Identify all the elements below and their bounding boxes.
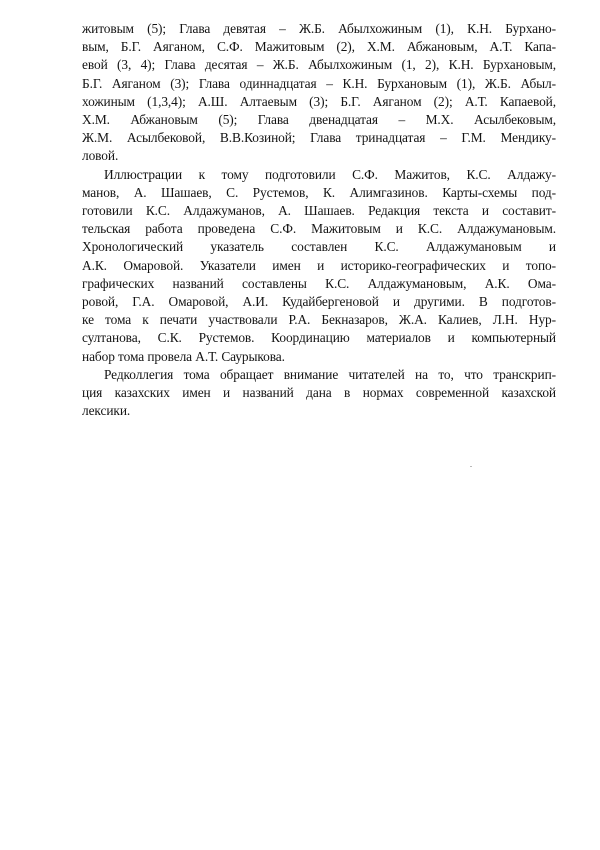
text-line: лексики. <box>82 403 131 419</box>
scan-speck <box>470 466 472 467</box>
text-line: графических названий составлены К.С. Алдажумановым, А.К. Ома- <box>82 275 556 291</box>
text-line: Х.М. Абжановым (5); Глава двенадцатая – М.Х. Асылбековым, <box>82 112 556 128</box>
text-line: ция казахских имен и названий дана в нормах современной казахской <box>82 385 556 401</box>
text-line: А.К. Омаровой. Указатели имен и историко-географических и топо- <box>82 257 556 273</box>
paragraph-illustrations <box>82 166 556 366</box>
text-line: Редколлегия тома обращает внимание читателей на то, что транскрип- <box>104 366 556 382</box>
paragraph-authors <box>82 20 556 166</box>
text-line: готовили К.С. Алдажуманов, А. Шашаев. Редакция текста и составит- <box>82 203 556 219</box>
text-line: Иллюстрации к тому подготовили С.Ф. Мажитов, К.С. Алдажу- <box>104 166 556 182</box>
text-line: житовым (5); Глава девятая – Ж.Б. Абылхожиным (1), К.Н. Бурхано- <box>82 21 556 36</box>
text-line: хожиным (1,3,4); А.Ш. Алтаевым (3); Б.Г. Аяганом (2); А.Т. Капаевой, <box>82 93 556 109</box>
document-page <box>82 20 556 420</box>
text-line: тельская работа проведена С.Ф. Мажитовым и К.С. Алдажумановым. <box>82 221 556 237</box>
text-line: евой (3, 4); Глава десятая – Ж.Б. Абылхожиным (1, 2), К.Н. Бурхановым, <box>82 57 556 73</box>
text-line: Хронологический указатель составлен К.С. Алдажумановым и <box>82 239 556 255</box>
text-line: манов, А. Шашаев, С. Рустемов, К. Алимгазинов. Карты-схемы под- <box>82 184 556 200</box>
text-line: вым, Б.Г. Аяганом, С.Ф. Мажитовым (2), Х.М. Абжановым, А.Т. Капа- <box>82 39 556 55</box>
text-line: набор тома провела А.Т. Саурыкова. <box>82 348 285 364</box>
text-line: Ж.М. Асылбековой, В.В.Козиной; Глава тринадцатая – Г.М. Мендику- <box>82 130 556 146</box>
text-line: ловой. <box>82 148 119 164</box>
paragraph-editorial-note <box>82 366 556 421</box>
text-line: ровой, Г.А. Омаровой, А.И. Кудайбергеновой и другими. В подготов- <box>82 294 556 310</box>
text-line: Б.Г. Аяганом (3); Глава одиннадцатая – К.Н. Бурхановым (1), Ж.Б. Абыл- <box>82 75 556 91</box>
text-line: султанова, С.К. Рустемов. Координацию материалов и компьютерный <box>82 330 556 346</box>
text-line: ке тома к печати участвовали Р.А. Бекназаров, Ж.А. Калиев, Л.Н. Нур- <box>82 312 556 328</box>
